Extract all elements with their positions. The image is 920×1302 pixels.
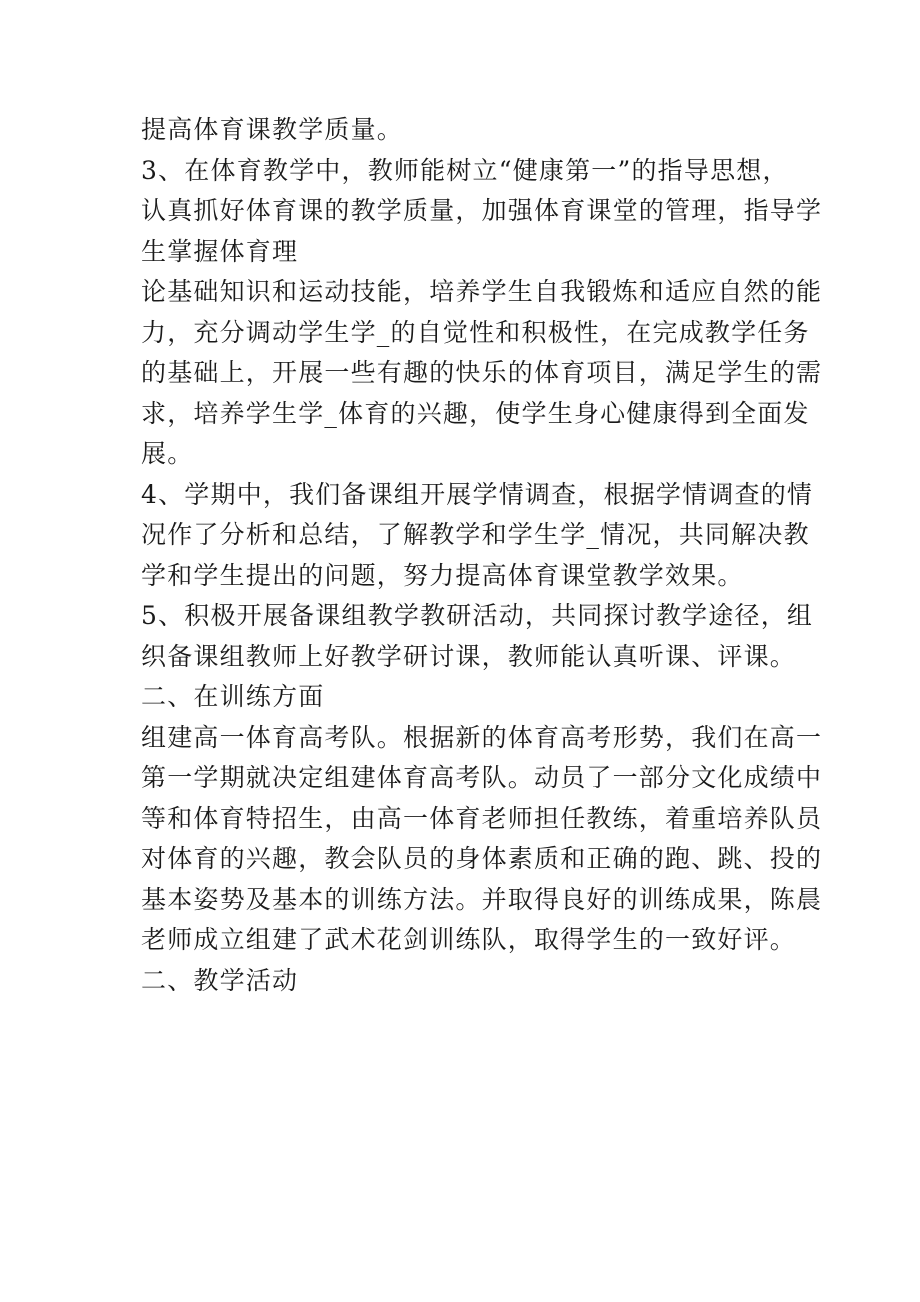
text-line: 5、积极开展备课组教学教研活动，共同探讨教学途径，组 (141, 601, 814, 630)
text-line: 求，培养学生学_体育的兴趣，使学生身心健康得到全面发 (141, 398, 810, 428)
text-line: 的基础上，开展一些有趣的快乐的体育项目，满足学生的需 (141, 358, 823, 387)
text-line: 3、在体育教学中，教师能树立“健康第一”的指导思想， (141, 155, 789, 185)
text-line: 等和体育特招生，由高一体育老师担任教练，着重培养队员 (141, 803, 823, 833)
text-line: 第一学期就决定组建体育高考队。动员了一部分文化成绩中 (141, 763, 823, 792)
text-line: 提高体育课教学质量。 (141, 115, 404, 144)
text-line: 对体育的兴趣，教会队员的身体素质和正确的跑、跳、投的 (141, 844, 823, 873)
text-line: 组建高一体育高考队。根据新的体育高考形势，我们在高一 (141, 722, 823, 752)
text-line: 老师成立组建了武术花剑训练队，取得学生的一致好评。 (141, 925, 797, 954)
text-line: 力，充分调动学生学_的自觉性和积极性，在完成教学任务 (141, 317, 810, 347)
text-line: 织备课组教师上好教学研讨课，教师能认真听课、评课。 (141, 641, 797, 671)
section-heading: 二、在训练方面 (141, 682, 325, 711)
section-heading: 二、教学活动 (141, 965, 299, 995)
text-line: 生掌握体育理 (141, 236, 299, 266)
text-line: 论基础知识和运动技能，培养学生自我锻炼和适应自然的能 (141, 277, 823, 306)
text-line: 况作了分析和总结，了解教学和学生学_情况，共同解决教 (141, 520, 810, 549)
document-body (141, 110, 823, 1001)
text-line: 展。 (141, 439, 194, 468)
text-line: 认真抓好体育课的教学质量，加强体育课堂的管理，指导学 (141, 196, 823, 225)
text-line: 基本姿势及基本的训练方法。并取得良好的训练成果，陈晨 (141, 884, 823, 914)
text-line: 学和学生提出的问题，努力提高体育课堂教学效果。 (141, 560, 744, 590)
text-line: 4、学期中，我们备课组开展学情调查，根据学情调查的情 (141, 479, 814, 509)
